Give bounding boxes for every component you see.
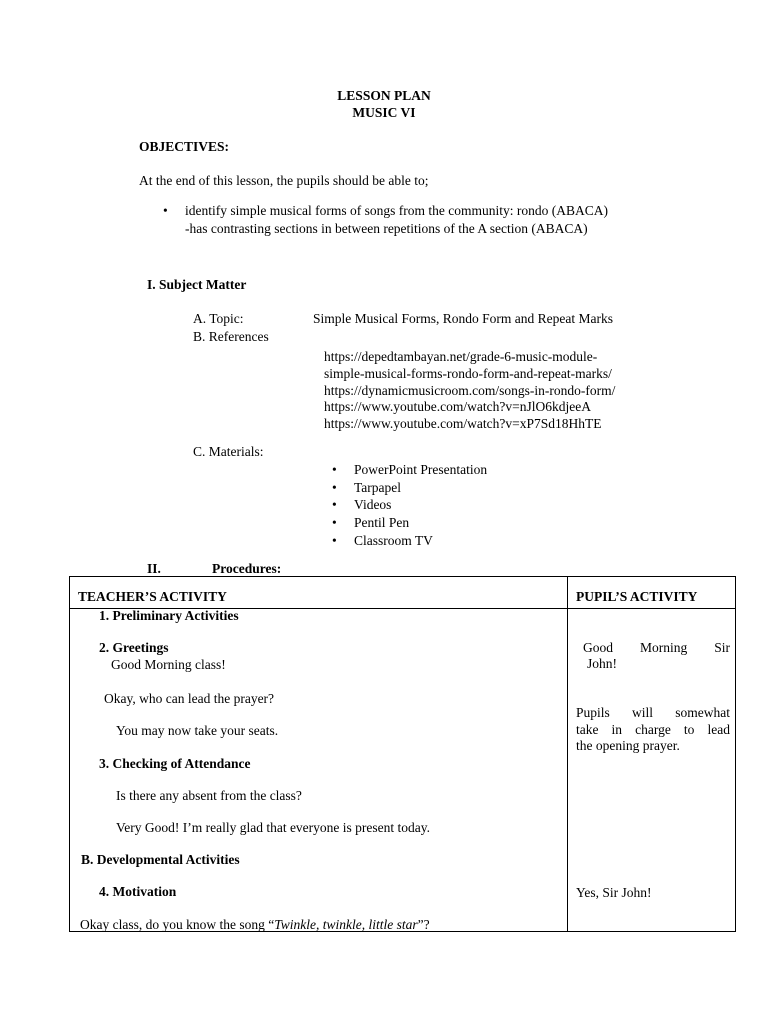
references-label: B. References [193,329,269,344]
pupil-prayer-line2: take in charge to lead [576,722,730,737]
pupil-activity-header: PUPIL’S ACTIVITY [576,589,698,604]
pupil-prayer-line1: Pupils will somewhat [576,705,730,720]
question-prefix: Okay class, do you know the song “ [80,917,275,932]
greetings-heading: 2. Greetings [99,640,169,655]
developmental-activities-heading: B. Developmental Activities [81,852,240,867]
pupil-prayer-line3: the opening prayer. [576,738,680,753]
objective-item: • identify simple musical forms of songs from the community: rondo (ABACA) [185,203,608,219]
teacher-prayer-question: Okay, who can lead the prayer? [104,691,275,706]
topic-value: Simple Musical Forms, Rondo Form and Repeat Marks [313,311,613,326]
material-item: • PowerPoint Presentation [354,462,487,478]
pupil-greeting-line1: Good Morning Sir [583,640,730,655]
material-item: • Videos [354,497,391,513]
pupil-greeting-line2: John! [587,656,617,671]
document-title: LESSON PLAN [337,88,431,103]
teacher-song-question [80,917,430,933]
pupil-yes-reply: Yes, Sir John! [576,885,652,900]
reference-link[interactable]: https://depedtambayan.net/grade-6-music-module- [324,349,598,364]
teacher-activity-header: TEACHER’S ACTIVITY [78,589,227,604]
teacher-take-seats: You may now take your seats. [116,723,279,738]
attendance-heading: 3. Checking of Attendance [99,756,251,771]
materials-label: C. Materials: [193,444,264,459]
procedures-number: II. [147,561,161,576]
question-suffix: ”? [417,917,430,932]
material-item: • Tarpapel [354,480,401,496]
document-subtitle: MUSIC VI [352,105,416,120]
objective-item-continued: -has contrasting sections in between repetitions of the A section (ABACA) [185,221,588,236]
material-item: • Pentil Pen [354,515,409,531]
reference-link[interactable]: simple-musical-forms-rondo-form-and-repeat-marks/ [324,366,612,381]
teacher-absent-question: Is there any absent from the class? [116,788,302,803]
activity-table [69,576,736,932]
objectives-heading: OBJECTIVES: [139,139,230,154]
material-item: • Classroom TV [354,533,433,549]
teacher-greeting: Good Morning class! [111,657,226,672]
song-title: Twinkle, twinkle, little star [274,917,418,932]
preliminary-activities-heading: 1. Preliminary Activities [99,608,239,623]
objectives-intro: At the end of this lesson, the pupils should be able to; [139,173,429,188]
reference-link[interactable]: https://www.youtube.com/watch?v=xP7Sd18HhTE [324,416,602,431]
procedures-heading: Procedures: [212,561,282,576]
teacher-very-good: Very Good! I’m really glad that everyone is present today. [116,820,431,835]
table-column-divider [567,576,568,932]
motivation-heading: 4. Motivation [99,884,177,899]
reference-link[interactable]: https://www.youtube.com/watch?v=nJlO6kdjeeA [324,399,591,414]
topic-label: A. Topic: [193,311,244,326]
subject-matter-heading: I. Subject Matter [147,277,247,292]
reference-link[interactable]: https://dynamicmusicroom.com/songs-in-rondo-form/ [324,383,616,398]
